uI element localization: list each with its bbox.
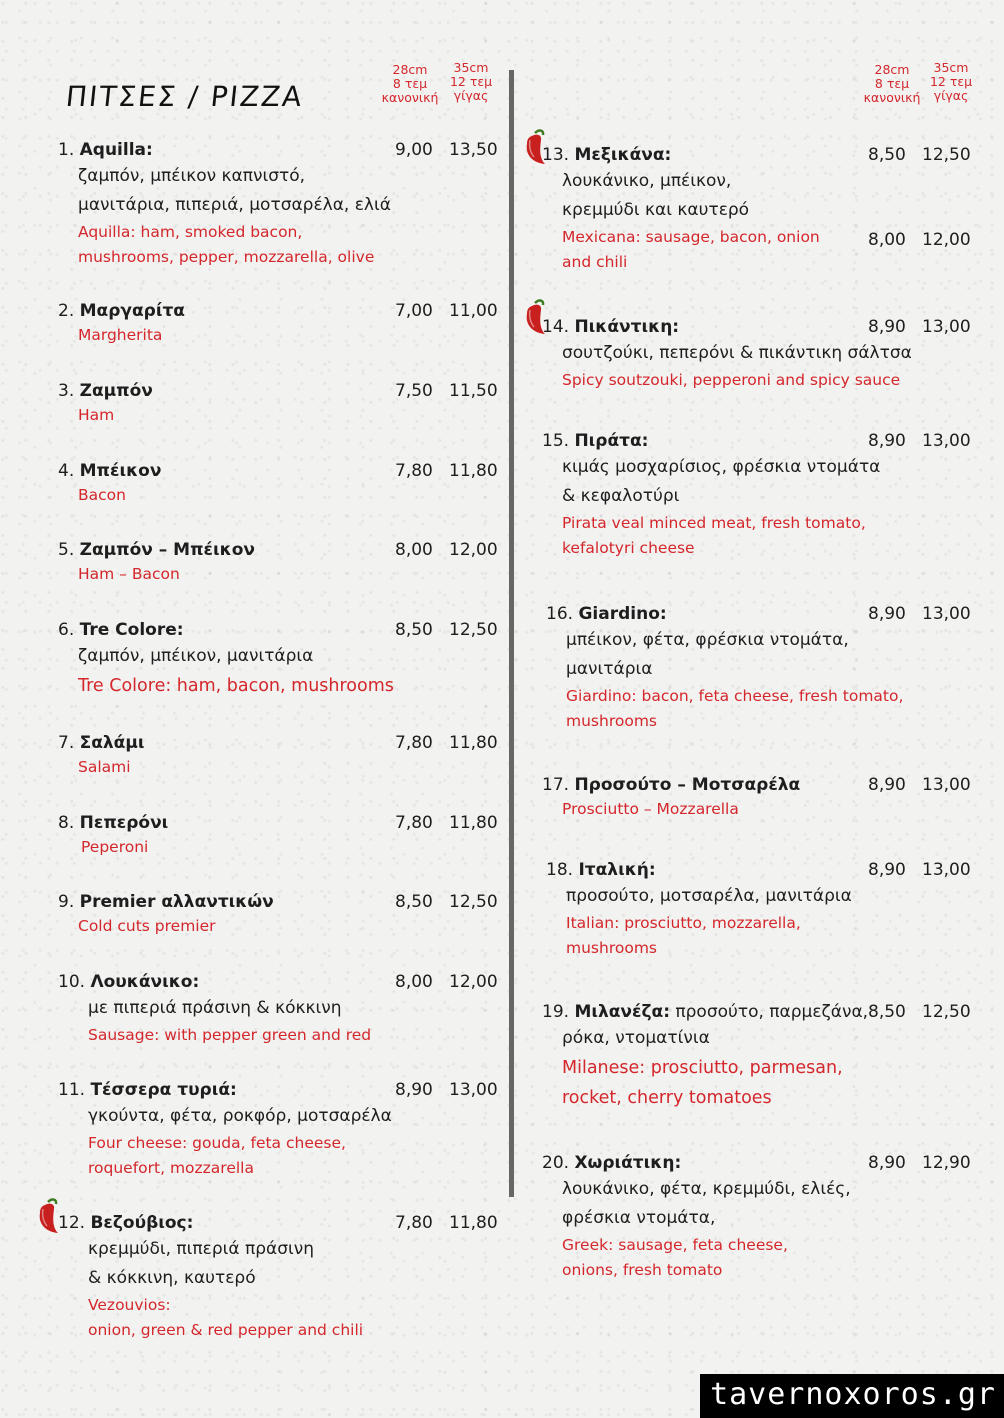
price-large: 12,90 bbox=[922, 1153, 971, 1173]
item-title bbox=[58, 970, 371, 994]
price-large: 12,50 bbox=[449, 620, 498, 640]
price-large: 12,00 bbox=[449, 540, 498, 560]
item-title bbox=[542, 143, 820, 167]
price-large: 12,50 bbox=[449, 892, 498, 912]
item-number: 3. bbox=[58, 381, 80, 401]
menu-item bbox=[542, 315, 912, 393]
item-description-english: and chili bbox=[562, 253, 628, 271]
item-description-english: Greek: sausage, feta cheese, bbox=[562, 1236, 788, 1254]
item-title bbox=[58, 1211, 363, 1235]
item-description-english: Four cheese: gouda, feta cheese, bbox=[88, 1134, 346, 1152]
price-small: 8,90 bbox=[868, 317, 906, 337]
item-description-greek: μανιτάρια bbox=[566, 659, 653, 679]
item-number: 1. bbox=[58, 140, 80, 160]
chili-pepper-icon bbox=[32, 1197, 62, 1235]
item-number: 17. bbox=[542, 775, 575, 795]
item-name: Premier αλλαντικών bbox=[79, 892, 274, 912]
item-number: 9. bbox=[58, 892, 80, 912]
price-large-alt: 12,00 bbox=[922, 230, 971, 250]
item-description-english: Tre Colore: ham, bacon, mushrooms bbox=[78, 676, 394, 696]
item-number: 20. bbox=[542, 1153, 575, 1173]
item-description-greek: ζαμπόν, μπέικον, μανιτάρια bbox=[78, 646, 314, 666]
item-description-english: rocket, cherry tomatoes bbox=[562, 1088, 772, 1108]
price-small: 8,90 bbox=[868, 431, 906, 451]
size-large-label: γίγας bbox=[453, 88, 489, 103]
menu-item bbox=[542, 1151, 851, 1283]
item-name: Πεπερόνι bbox=[79, 813, 169, 833]
item-title bbox=[542, 1151, 851, 1175]
item-description-greek: ρόκα, ντοματίνια bbox=[562, 1028, 710, 1048]
size-small-slices: 8 τεμ bbox=[874, 76, 910, 91]
size-small-diameter: 28cm bbox=[392, 62, 428, 77]
item-description-greek: φρέσκια ντομάτα, bbox=[562, 1208, 716, 1228]
price-small: 8,50 bbox=[395, 892, 433, 912]
item-title bbox=[542, 315, 912, 339]
item-number: 10. bbox=[58, 972, 91, 992]
price-small: 8,50 bbox=[868, 1002, 906, 1022]
item-description-english: Spicy soutzouki, pepperoni and spicy sauce bbox=[562, 371, 901, 389]
size-header-large-right bbox=[922, 61, 980, 103]
menu-item bbox=[58, 618, 394, 701]
menu-item bbox=[546, 858, 852, 961]
item-description-greek: κιμάς μοσχαρίσιος, φρέσκια ντομάτα bbox=[562, 457, 881, 477]
item-number: 18. bbox=[546, 860, 579, 880]
price-small-alt: 8,00 bbox=[868, 230, 906, 250]
price-large: 13,00 bbox=[922, 860, 971, 880]
item-description-greek: λουκάνικο, φέτα, κρεμμύδι, ελιές, bbox=[562, 1179, 851, 1199]
item-name: Προσούτο – Μοτσαρέλα bbox=[574, 775, 801, 795]
item-title bbox=[58, 811, 168, 835]
price-large: 12,00 bbox=[449, 972, 498, 992]
item-title bbox=[58, 618, 394, 642]
price-small: 7,80 bbox=[395, 1213, 433, 1233]
item-description-english: Peperoni bbox=[81, 838, 149, 856]
price-small: 7,80 bbox=[395, 813, 433, 833]
item-name: Ζαμπόν – Μπέικον bbox=[79, 540, 255, 560]
price-large: 13,00 bbox=[449, 1080, 498, 1100]
price-large: 11,80 bbox=[449, 813, 498, 833]
column-divider bbox=[509, 70, 514, 1197]
item-description-english: Ham bbox=[78, 406, 115, 424]
size-small-label: κανονική bbox=[863, 90, 921, 105]
item-name: Giardino: bbox=[578, 604, 667, 624]
menu-item bbox=[542, 1000, 868, 1113]
chili-pepper-icon bbox=[519, 298, 549, 336]
item-description-english: roquefort, mozzarella bbox=[88, 1159, 254, 1177]
item-title bbox=[58, 138, 391, 162]
item-description-greek: & κεφαλοτύρι bbox=[562, 486, 680, 506]
item-number: 4. bbox=[58, 461, 80, 481]
price-large: 11,80 bbox=[449, 461, 498, 481]
price-large: 13,00 bbox=[922, 604, 971, 624]
size-small-label: κανονική bbox=[381, 90, 439, 105]
item-name: Ιταλική: bbox=[578, 860, 656, 880]
item-description-english: Vezouvios: bbox=[88, 1296, 171, 1314]
menu-item bbox=[58, 299, 185, 348]
item-title bbox=[542, 773, 800, 797]
item-description-greek: ζαμπόν, μπέικον καπνιστό, bbox=[78, 166, 306, 186]
item-number: 5. bbox=[58, 540, 80, 560]
price-small: 8,90 bbox=[868, 860, 906, 880]
price-large: 13,50 bbox=[449, 140, 498, 160]
item-title bbox=[542, 1000, 868, 1024]
item-number: 7. bbox=[58, 733, 80, 753]
item-name: Χωριάτικη: bbox=[574, 1153, 682, 1173]
price-large: 11,80 bbox=[449, 1213, 498, 1233]
price-large: 11,50 bbox=[449, 381, 498, 401]
item-description-greek: λουκάνικο, μπέικον, bbox=[562, 171, 732, 191]
item-number: 16. bbox=[546, 604, 579, 624]
menu-item bbox=[58, 970, 371, 1048]
size-large-diameter: 35cm bbox=[453, 60, 489, 75]
menu-item bbox=[542, 773, 800, 822]
item-number: 6. bbox=[58, 620, 80, 640]
size-large-slices: 12 τεμ bbox=[929, 74, 973, 89]
item-number: 11. bbox=[58, 1080, 91, 1100]
menu-item bbox=[542, 429, 880, 561]
item-description-english: Bacon bbox=[78, 486, 126, 504]
menu-item bbox=[58, 538, 255, 587]
item-title bbox=[58, 299, 185, 323]
item-number: 19. bbox=[542, 1002, 575, 1022]
item-description-greek: γκούντα, φέτα, ροκφόρ, μοτσαρέλα bbox=[88, 1106, 392, 1126]
item-number: 13. bbox=[542, 145, 575, 165]
item-name: Πιράτα: bbox=[574, 431, 649, 451]
item-name: Λουκάνικο: bbox=[90, 972, 200, 992]
item-name: Μπέικον bbox=[79, 461, 162, 481]
item-description-english: onions, fresh tomato bbox=[562, 1261, 723, 1279]
price-large: 12,50 bbox=[922, 145, 971, 165]
menu-item bbox=[58, 1211, 363, 1343]
item-title bbox=[546, 602, 903, 626]
price-small: 8,90 bbox=[868, 604, 906, 624]
size-large-label: γίγας bbox=[933, 88, 969, 103]
price-small: 8,00 bbox=[395, 540, 433, 560]
item-description-greek: με πιπεριά πράσινη & κόκκινη bbox=[88, 998, 342, 1018]
price-small: 8,50 bbox=[395, 620, 433, 640]
item-number: 14. bbox=[542, 317, 575, 337]
item-name: Πικάντικη: bbox=[574, 317, 680, 337]
item-name: Μεξικάνα: bbox=[574, 145, 672, 165]
item-description-english: Ham – Bacon bbox=[78, 565, 180, 583]
item-name: Βεζούβιος: bbox=[90, 1213, 194, 1233]
item-description-english: Margherita bbox=[78, 326, 163, 344]
item-description-greek: σουτζούκι, πεπερόνι & πικάντικη σάλτσα bbox=[562, 343, 912, 363]
price-small: 8,90 bbox=[395, 1080, 433, 1100]
menu-title: ΠΙΤΣΕΣ / PIZZA bbox=[64, 80, 306, 113]
price-small: 8,50 bbox=[868, 145, 906, 165]
size-header-small-right bbox=[859, 63, 925, 105]
item-description-greek: κρεμμύδι, πιπεριά πράσινη bbox=[88, 1239, 315, 1259]
price-small: 8,90 bbox=[868, 775, 906, 795]
item-description-greek: προσούτο, μοτσαρέλα, μανιτάρια bbox=[566, 886, 852, 906]
item-description-english: onion, green & red pepper and chili bbox=[88, 1321, 364, 1339]
item-description-greek: μανιτάρια, πιπεριά, μοτσαρέλα, ελιά bbox=[78, 195, 391, 215]
price-large: 11,00 bbox=[449, 301, 498, 321]
item-number: 12. bbox=[58, 1213, 91, 1233]
item-title bbox=[58, 538, 255, 562]
price-small: 8,00 bbox=[395, 972, 433, 992]
item-description-english: mushrooms bbox=[566, 712, 657, 730]
menu-item bbox=[58, 138, 391, 270]
size-large-diameter: 35cm bbox=[933, 60, 969, 75]
menu-item bbox=[58, 459, 161, 508]
item-title bbox=[58, 890, 274, 914]
item-description-greek: κρεμμύδι και καυτερό bbox=[562, 200, 750, 220]
price-large: 13,00 bbox=[922, 431, 971, 451]
size-header-large-left bbox=[442, 61, 500, 103]
size-small-slices: 8 τεμ bbox=[392, 76, 428, 91]
watermark: tavernoxoros.gr bbox=[700, 1374, 1004, 1418]
item-name: Tre Colore: bbox=[79, 620, 184, 640]
price-large: 12,50 bbox=[922, 1002, 971, 1022]
size-large-slices: 12 τεμ bbox=[449, 74, 493, 89]
price-small: 9,00 bbox=[395, 140, 433, 160]
item-title bbox=[542, 429, 880, 453]
item-description-english: mushrooms, pepper, mozzarella, olive bbox=[78, 248, 375, 266]
item-description-greek: μπέικον, φέτα, φρέσκια ντομάτα, bbox=[566, 630, 849, 650]
item-name: Μιλανέζα: bbox=[574, 1002, 670, 1022]
item-number: 8. bbox=[58, 813, 80, 833]
price-large: 11,80 bbox=[449, 733, 498, 753]
item-description-english: Mexicana: sausage, bacon, onion bbox=[562, 228, 820, 246]
price-small: 8,90 bbox=[868, 1153, 906, 1173]
menu-item bbox=[542, 143, 820, 275]
item-number: 15. bbox=[542, 431, 575, 451]
size-header-small-left bbox=[378, 63, 442, 105]
item-description-english: Salami bbox=[78, 758, 131, 776]
item-name: Aquilla: bbox=[79, 140, 153, 160]
item-title bbox=[58, 459, 161, 483]
item-name: Σαλάμι bbox=[79, 733, 145, 753]
item-title bbox=[546, 858, 852, 882]
chili-pepper-icon bbox=[519, 128, 549, 166]
item-description-english: kefalotyri cheese bbox=[562, 539, 695, 557]
item-title bbox=[58, 1078, 392, 1102]
menu-item bbox=[58, 811, 168, 860]
item-name: Τέσσερα τυριά: bbox=[90, 1080, 237, 1100]
item-description-english: Cold cuts premier bbox=[78, 917, 216, 935]
item-name-rest: προσούτο, παρμεζάνα, bbox=[670, 1002, 869, 1022]
item-description-english: Milanese: prosciutto, parmesan, bbox=[562, 1058, 843, 1078]
menu-item bbox=[58, 379, 153, 428]
item-description-english: Prosciutto – Mozzarella bbox=[562, 800, 739, 818]
menu-item bbox=[58, 731, 145, 780]
menu-item bbox=[58, 1078, 392, 1181]
item-description-english: Sausage: with pepper green and red bbox=[88, 1026, 372, 1044]
item-name: Ζαμπόν bbox=[79, 381, 153, 401]
item-description-english: Italian: prosciutto, mozzarella, bbox=[566, 914, 801, 932]
item-number: 2. bbox=[58, 301, 80, 321]
item-name: Μαργαρίτα bbox=[79, 301, 185, 321]
menu-item bbox=[546, 602, 903, 734]
item-description-english: Pirata veal minced meat, fresh tomato, bbox=[562, 514, 866, 532]
item-title bbox=[58, 731, 145, 755]
item-description-english: Aquilla: ham, smoked bacon, bbox=[78, 223, 303, 241]
item-title bbox=[58, 379, 153, 403]
item-description-english: Giardino: bacon, feta cheese, fresh tomato, bbox=[566, 687, 904, 705]
price-large: 13,00 bbox=[922, 775, 971, 795]
item-description-greek: & κόκκινη, καυτερό bbox=[88, 1268, 256, 1288]
menu-item bbox=[58, 890, 274, 939]
price-small: 7,80 bbox=[395, 733, 433, 753]
item-description-english: mushrooms bbox=[566, 939, 657, 957]
size-small-diameter: 28cm bbox=[874, 62, 910, 77]
price-small: 7,50 bbox=[395, 381, 433, 401]
price-small: 7,80 bbox=[395, 461, 433, 481]
price-large: 13,00 bbox=[922, 317, 971, 337]
price-small: 7,00 bbox=[395, 301, 433, 321]
